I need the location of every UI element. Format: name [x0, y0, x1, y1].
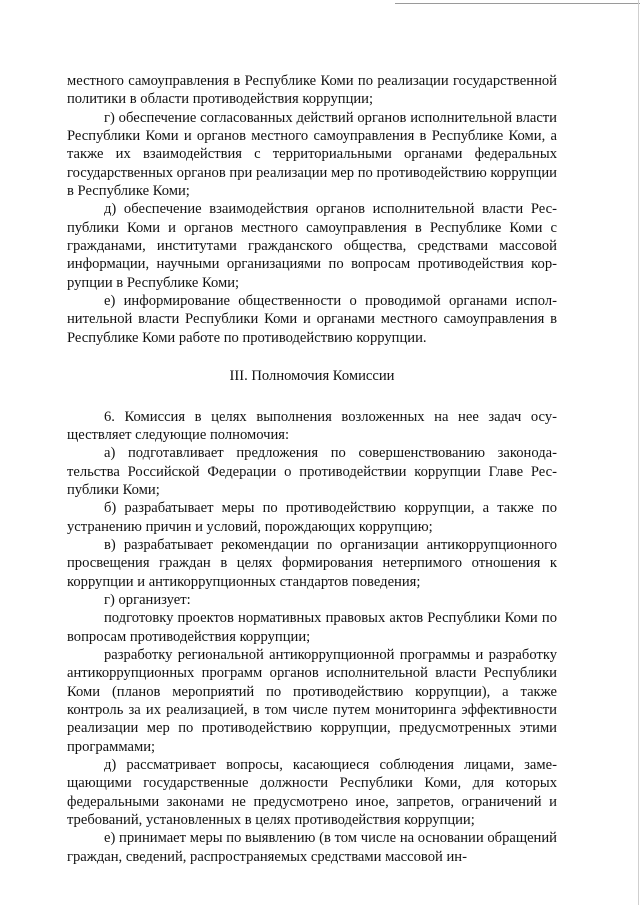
paragraph: е) принимает меры по выявлению (в том числе на основании обращений граждан, сведений, распространяемых средствами массовой ин-	[67, 830, 557, 865]
paragraph: г) обеспечение согласованных действий органов исполнительной власти Республики Коми и органов местного самоуправления в Республике Коми, а также их взаимодействия с территориальными органами федеральных государственных органов при реализации мер по противодействию коррупции в Республике Коми;	[67, 109, 557, 200]
paragraph: разработку региональной антикоррупционной программы и разработку антикоррупционных программ органов исполнительной власти Республики Коми (планов мероприятий по противодействию коррупции), а также контроль за их реализацией, в том числе путем мониторинга эффективности реализации мер по противодействию коррупции, предусмотренных этими программами;	[67, 646, 557, 755]
paragraph: 6. Комиссия в целях выполнения возложенных на нее задач осуществляет следующие полномочия:	[67, 408, 557, 443]
scan-top-edge	[395, 3, 640, 4]
paragraph: д) рассматривает вопросы, касающиеся соблюдения лицами, замещающими государственные должности Республики Коми, для которых федеральными законами не предусмотрено иное, запретов, ограничений и требований, установленных в целях противодействия коррупции;	[67, 757, 557, 829]
paragraph: д) обеспечение взаимодействия органов исполнительной власти Республики Коми и органов местного самоуправления в Республике Коми с гражданами, институтами гражданского общества, средствами массовой информации, научными организациями по вопросам противодействия коррупции в Республике Коми;	[67, 201, 557, 291]
paragraph: б) разрабатывает меры по противодействию коррупции, а также по устранению причин и условий, порождающих коррупцию;	[67, 500, 557, 535]
scan-right-edge	[638, 0, 639, 905]
paragraph: в) разрабатывает рекомендации по организации антикоррупционного просвещения граждан в целях формирования нетерпимого отношения к коррупции и антикоррупционных стандартов поведения;	[67, 536, 557, 590]
paragraph: подготовку проектов нормативных правовых актов Республики Коми по вопросам противодействия коррупции;	[67, 610, 557, 645]
paragraph: а) подготавливает предложения по совершенствованию законодательства Российской Федерации о противодействии коррупции Главе Республики Коми;	[67, 445, 557, 498]
paragraph: е) информирование общественности о проводимой органами исполнительной власти Республики Коми и органами местного самоуправления в Республике Коми работе по противодействию коррупции.	[67, 293, 557, 346]
document-body	[67, 72, 557, 866]
paragraph: г) организует:	[104, 591, 191, 608]
section-heading: III. Полномочия Комиссии	[229, 368, 395, 385]
paragraph: местного самоуправления в Республике Коми по реализации государственной политики в области противодействия коррупции;	[67, 73, 557, 108]
